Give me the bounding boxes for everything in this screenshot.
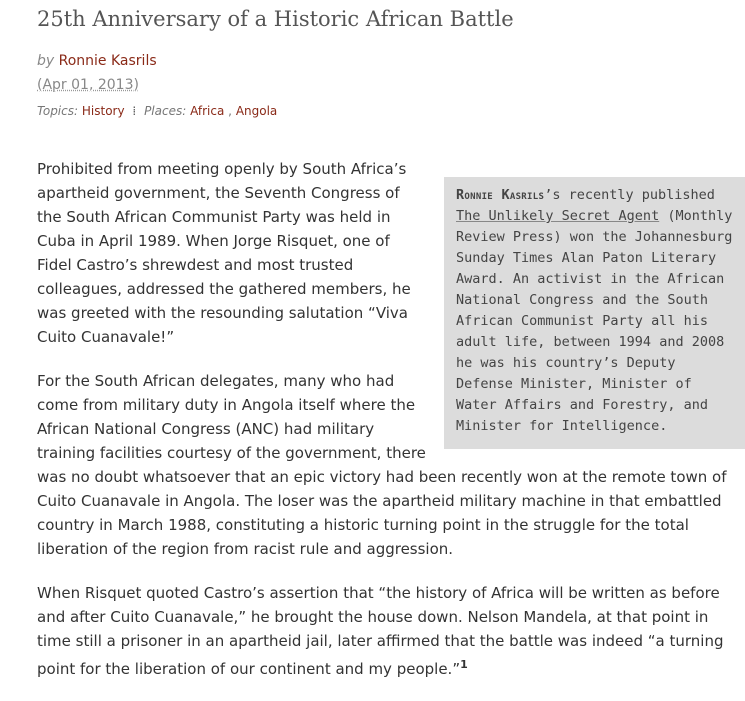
places-label: Places:: [144, 104, 187, 118]
bio-text-1: ’s recently published: [544, 187, 715, 203]
topics-line: [37, 104, 277, 118]
paragraph-1: Prohibited from meeting openly by South Africa’s apartheid government, the Seventh Congress of the South African Communist Party was held in Cuba in April 1989. When Jorge Risquet, one of Fidel Castro’s shrewdest and most trusted colleagues, addressed the gathered members, he was greeted with the resounding salutation “Viva Cuito Cuanavale!”: [37, 160, 411, 346]
topics-label: Topics:: [37, 104, 79, 118]
article-body: [37, 157, 743, 701]
byline: [37, 53, 157, 69]
author-link[interactable]: Ronnie Kasrils: [58, 53, 157, 69]
by-label: by: [37, 53, 55, 69]
paragraph-3-text: When Risquet quoted Castro’s assertion that “the history of Africa will be written as before and after Cuito Cuanavale,” he brought the house down. Nelson Mandela, at that point in time still a prisoner in an apartheid jail, later affirmed that the battle was indeed “a turning point for the liberation of our continent and my people.”: [37, 584, 724, 678]
topics-separator: ⁞: [132, 104, 137, 118]
places-separator: ,: [228, 104, 232, 118]
footnote-ref[interactable]: 1: [460, 658, 468, 671]
author-bio-box: [444, 177, 745, 449]
place-link-angola[interactable]: Angola: [235, 104, 278, 118]
paragraph-3: [37, 581, 743, 681]
bio-author-name: Ronnie Kasrils: [456, 187, 545, 203]
bio-text-2: (Monthly Review Press) won the Johannesburg Sunday Times Alan Paton Literary Award. An activist in the African National Congress and the South African Communist Party all his adult life, between 1994 and 2008 he was his country’s Deputy Defense Minister, Minister of Water Affairs and Forestry, and Minister for Intelligence.: [456, 208, 733, 434]
place-link-africa[interactable]: Africa: [190, 104, 225, 118]
article-title: 25th Anniversary of a Historic African Battle: [37, 7, 514, 31]
bio-book-title: The Unlikely Secret Agent: [456, 208, 660, 224]
publish-date: (Apr 01, 2013): [37, 77, 139, 93]
paragraph-2: For the South African delegates, many who had come from military duty in Angola itself where the African National Congress (ANC) had military training facilities courtesy of the government, there was no doubt whatsoever that an epic victory had been recently won at the remote town of Cuito Cuanavale in Angola. The loser was the apartheid military machine in that embattled country in March 1988, constituting a historic turning point in the struggle for the total liberation of the region from racist rule and aggression.: [37, 372, 727, 558]
topic-link-history[interactable]: History: [81, 104, 125, 118]
